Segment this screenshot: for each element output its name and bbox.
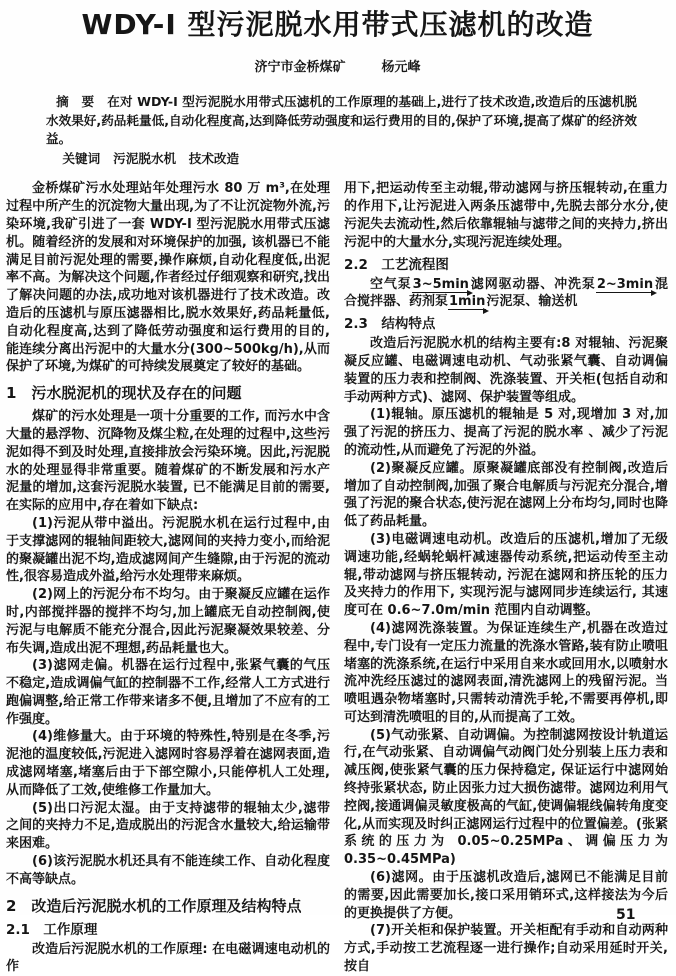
- structure-paragraph: 改造后污泥脱水机的结构主要有:8 对辊轴、污泥聚凝反应罐、电磁调速电动机、气动张紧气囊、自动调偏装置的压力表和控制阀、洗涤装置、开关柜(包括自动和手动两种方式)、滤网、保护装置等组成。: [344, 336, 668, 405]
- intro-paragraph: 金桥煤矿污水处理站年处理污水 80 万 m³,在处理过程中所产生的沉淀物大量出现,为了不让沉淀物外流,污染环境,我矿引进了一套 WDY-I 型污泥脱水用带式压滤机。随着经济的发展和对环境保护的加强, 该机器已不能满足目前污泥处理的需要,操作麻烦,自动化程度低,出泥率不高。为解决这个问题,作者经过仔细观察和研究,找出了解决问题的办法,成功地对该机器进行了技术改造。改造后的压滤机与原压滤器相比,脱水效果好,药品耗量低,自动化程度高,达到了降低劳动强度和运行费用的目的, 能连续分离出污泥中的大量水分(300~500kg/h),从而保护了环境,为煤矿的可持续发展奠定了较好的基础。: [6, 181, 330, 375]
- byline: [6, 60, 669, 76]
- feature-item-1: (1)辊轴。原压滤机的辊轴是 5 对,现增加 3 对,加强了污泥的挤压力、提高了污泥的脱水率 、减少了污泥的流动性,从而避免了污泥的外溢。: [344, 407, 668, 458]
- byline-author: 杨元峰: [381, 60, 421, 75]
- keywords-line: [46, 150, 637, 169]
- feature-item-6: (6)滤网。由于压滤机改造后,滤网已不能满足目前的需要,因此需要加长,接口采用销环式,这样接法为今后的更换提供了方便。: [344, 870, 668, 921]
- subsection-heading-2-1: 2.1 工作原理: [6, 921, 98, 938]
- continuation-paragraph: 用下,把运动传至主动辊,带动滤网与挤压辊转动,在重力的作用下,让污泥进入两条压滤带中,先脱去部分水分,使污泥失去流动性,然后依靠辊轴与滤带之间的夹持力,挤出污泥中的大量水分,实现污泥连续处理。: [344, 181, 668, 250]
- flow-step: 空气泵: [370, 276, 412, 292]
- problem-item-6: (6)该污泥脱水机还具有不能连续工作、自动化程度不高等缺点。: [6, 854, 330, 887]
- section1-paragraph: 煤矿的污水处理是一项十分重要的工作, 而污水中含大量的悬浮物、沉降物及煤尘粒,在处理的过程中,这些污泥如得不到及时处理,直接排放会污染环境。因此,污泥脱水的处理显得非常重要。随着煤矿的不断发展和污水产泥量的增加,这套污泥脱水装置, 已不能满足目前的需要, 在实际的应用中,存在着如下缺点:: [6, 409, 330, 514]
- abstract-text: 在对 WDY-I 型污泥脱水用带式压滤机的工作原理的基础上,进行了技术改造,改造后的压滤机脱水效果好,药品耗量低,自动化程度高,达到降低劳动强度和运行费用的目的,保护了环境,提高了煤矿的经济效益。: [46, 94, 638, 147]
- abstract: [46, 93, 637, 168]
- column-left: [6, 180, 330, 976]
- problem-item-2: (2)网上的污泥分布不均匀。由于聚凝反应罐在运作时,内部搅拌器的搅拌不均匀,加上罐底无自动控制阀,使污泥与电解质不能充分混合,因此污泥聚凝效果较差、分布失调,造成出泥不理想,药品耗量也大。: [6, 587, 330, 656]
- subsection-heading-2-3: 2.3 结构特点: [344, 316, 436, 333]
- feature-item-7: (7)开关柜和保护装置。开关柜配有手动和自动两种方式,手动按工艺流程逐一进行操作;自动采用延时开关,按自: [344, 923, 668, 975]
- flow-arrow-label: 3~5min: [412, 276, 469, 292]
- subsection-heading-2-2: 2.2 工艺流程图: [344, 256, 449, 273]
- flow-step: 混合搅拌器、药剂泵: [344, 276, 668, 310]
- flow-arrow-label: 2~3min: [596, 276, 654, 292]
- feature-item-5: (5)气动张紧、自动调偏。为控制滤网按设计轨道运行,在气动张紧、自动调偏气动阀门处分别装上压力表和减压阀,使张紧气囊的压力保持稳定, 保证运行中滤网始终持张紧状态, 防止因张力过大损伤滤带。滤网边利用气控阀,接通调偏灵敏度极高的气缸,使调偏辊线偏转角度变化,从而实现及时纠正滤网运行过程中的位置偏差。(张紧系统的压力为 0.05~0.25MPa、调偏压力为 0.35~0.45MPa): [344, 727, 668, 868]
- page-title: WDY-I 型污泥脱水用带式压滤机的改造: [81, 8, 594, 41]
- feature-item-4: (4)滤网洗涤装置。为保证连续生产,机器在改造过程中,专门设有一定压力流量的洗涤水管路,装有防止喷咀堵塞的洗涤系统,在运行中采用自来水或回用水,以喷射水流冲洗经压滤过的滤网表面,清洗滤网上的残留污泥。当喷咀遇杂物堵塞时,只需转动清洗手轮,不需要再停机,即可达到清洗喷咀的目的,从而提高了工效。: [344, 620, 668, 725]
- process-flow-diagram: [344, 276, 668, 312]
- section-heading-2: 2 改造后污泥脱水机的工作原理及结构特点: [6, 896, 302, 915]
- flow-step: 滤网驱动器、冲洗泵: [469, 276, 596, 292]
- abstract-label: 摘 要: [56, 94, 95, 109]
- problem-item-1: (1)污泥从带中溢出。污泥脱水机在运行过程中,由于支撑滤网的辊轴间距较大,滤网间的夹持力变小,而给泥的聚凝罐出泥不均,造成滤网间产生缝隙,由于污泥的流动性,很容易造成外溢,给污水处理带来麻烦。: [6, 515, 330, 585]
- abstract-paragraph: [46, 93, 637, 149]
- problem-item-4: (4)维修量大。由于环境的特殊性,特别是在冬季,污泥池的温度较低,污泥进入滤网时容易浮着在滤网表面,造成滤网堵塞,堵塞后由于下部空隙小,只能停机人工处理,从而降低了工效,使维修工作量加大。: [6, 729, 330, 798]
- feature-item-3: (3)电磁调速电动机。改造后的压滤机,增加了无级调速功能,经蜗轮蜗杆减速器传动系统,把运动传至主动辊,带动滤网与挤压辊转动, 污泥在滤网和挤压轮的压力及夹持力的作用下, 实现污泥与滤网同步连续运行, 其速度可在 0.6~7.0m/min 范围内自动调整。: [344, 531, 668, 619]
- feature-item-2: (2)聚凝反应罐。原聚凝罐底部没有控制阀,改造后增加了自动控制阀,加强了聚合电解质与污泥充分混合,增强了污泥的聚合状态,使污泥在滤网上分布均匀,同时也降低了药品耗量。: [344, 460, 668, 530]
- byline-affiliation: 济宁市金桥煤矿: [254, 60, 346, 75]
- problem-item-3: (3)滤网走偏。机器在运行过程中,张紧气囊的气压不稳定,造成调偏气缸的控制器不工作,经常人工方式进行跑偏调整,给正常工作带来诸多不便,且增加了不应有的工作强度。: [6, 658, 330, 727]
- flow-arrow-label: 1min: [449, 294, 486, 310]
- problem-item-5: (5)出口污泥太湿。由于支持滤带的辊轴太少,滤带之间的夹持力不足,造成脱出的污泥含水量较大,给运输带来困难。: [6, 800, 330, 852]
- two-column-body: [6, 180, 669, 976]
- section-heading-1: 1 污水脱泥机的现状及存在的问题: [6, 384, 242, 403]
- flow-step: 污泥泵、输送机: [486, 294, 578, 310]
- column-right: [344, 180, 668, 976]
- keywords-label: 关键词: [62, 150, 101, 166]
- keywords-text: 污泥脱水机 技术改造: [113, 150, 240, 166]
- section2-1-paragraph: 改造后污泥脱水机的工作原理: 在电磁调速电动机的作: [6, 941, 330, 975]
- page-number: 51: [616, 907, 636, 923]
